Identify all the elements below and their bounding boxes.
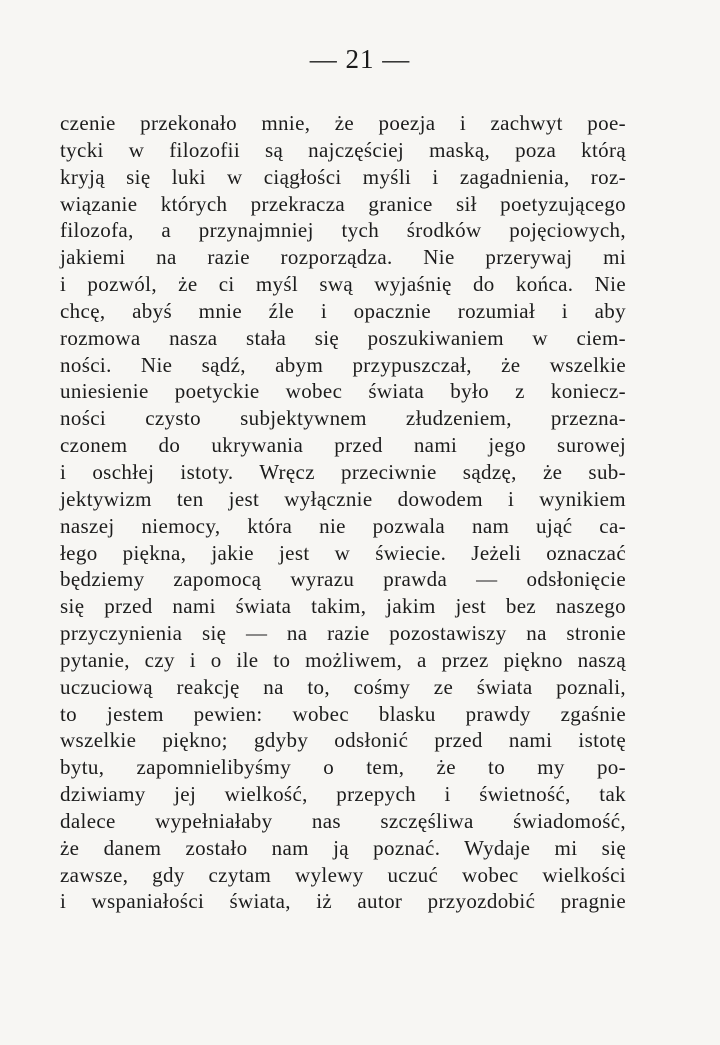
text-line: kryją się luki w ciągłości myśli i zagadnienia, roz-	[60, 164, 626, 189]
body-text	[60, 110, 626, 915]
text-line: filozofa, a przynajmniej tych środków pojęciowych,	[60, 218, 626, 243]
text-line: naszej niemocy, która nie pozwala nam ująć ca-	[60, 513, 626, 538]
text-line: uniesienie poetyckie wobec świata było z koniecz-	[60, 379, 626, 404]
text-line: pytanie, czy i o ile to możliwem, a przez piękno naszą	[60, 647, 626, 672]
text-line: wiązanie których przekracza granice sił poetyzującego	[60, 191, 626, 216]
text-line: uczuciową reakcję na to, cośmy ze świata poznali,	[60, 674, 626, 699]
text-line: czenie przekonało mnie, że poezja i zachwyt poe-	[60, 111, 626, 135]
text-line: że danem zostało nam ją poznać. Wydaje mi się	[60, 835, 626, 860]
text-line: ności czysto subjektywnem złudzeniem, przezna-	[60, 406, 626, 431]
text-line: i oschłej istoty. Wręcz przeciwnie sądzę, że sub-	[60, 459, 626, 484]
text-line: dziwiamy jej wielkość, przepych i świetność, tak	[60, 782, 626, 807]
text-line: rozmowa nasza stała się poszukiwaniem w ciem-	[60, 325, 626, 350]
text-line: jakiemi na razie rozporządza. Nie przerywaj mi	[60, 245, 626, 270]
text-line: zawsze, gdy czytam wylewy uczuć wobec wielkości	[60, 862, 626, 887]
text-line: tycki w filozofii są najczęściej maską, poza którą	[60, 137, 626, 162]
text-line: bytu, zapomnielibyśmy o tem, że to my po-	[60, 755, 626, 780]
text-line: się przed nami świata takim, jakim jest bez naszego	[60, 594, 626, 619]
text-line: chcę, abyś mnie źle i opacznie rozumiał i aby	[60, 298, 626, 323]
text-line: dalece wypełniałaby nas szczęśliwa świadomość,	[60, 808, 626, 833]
text-line: ności. Nie sądź, abym przypuszczał, że wszelkie	[60, 352, 626, 377]
text-line: czonem do ukrywania przed nami jego surowej	[60, 433, 626, 458]
text-line: łego piękna, jakie jest w świecie. Jeżeli oznaczać	[60, 540, 626, 565]
text-line: będziemy zapomocą wyrazu prawda — odsłonięcie	[60, 567, 626, 592]
page-number: — 21 —	[309, 44, 411, 74]
text-line: jektywizm ten jest wyłącznie dowodem i wynikiem	[60, 486, 626, 511]
text-line: i wspaniałości świata, iż autor przyozdobić pragnie	[60, 889, 626, 914]
text-line: wszelkie piękno; gdyby odsłonić przed nami istotę	[60, 728, 626, 753]
text-line: i pozwól, że ci myśl swą wyjaśnię do końca. Nie	[60, 272, 626, 297]
text-line: przyczynienia się — na razie pozostawiszy na stronie	[60, 621, 626, 646]
text-line: to jestem pewien: wobec blasku prawdy zgaśnie	[60, 701, 626, 726]
